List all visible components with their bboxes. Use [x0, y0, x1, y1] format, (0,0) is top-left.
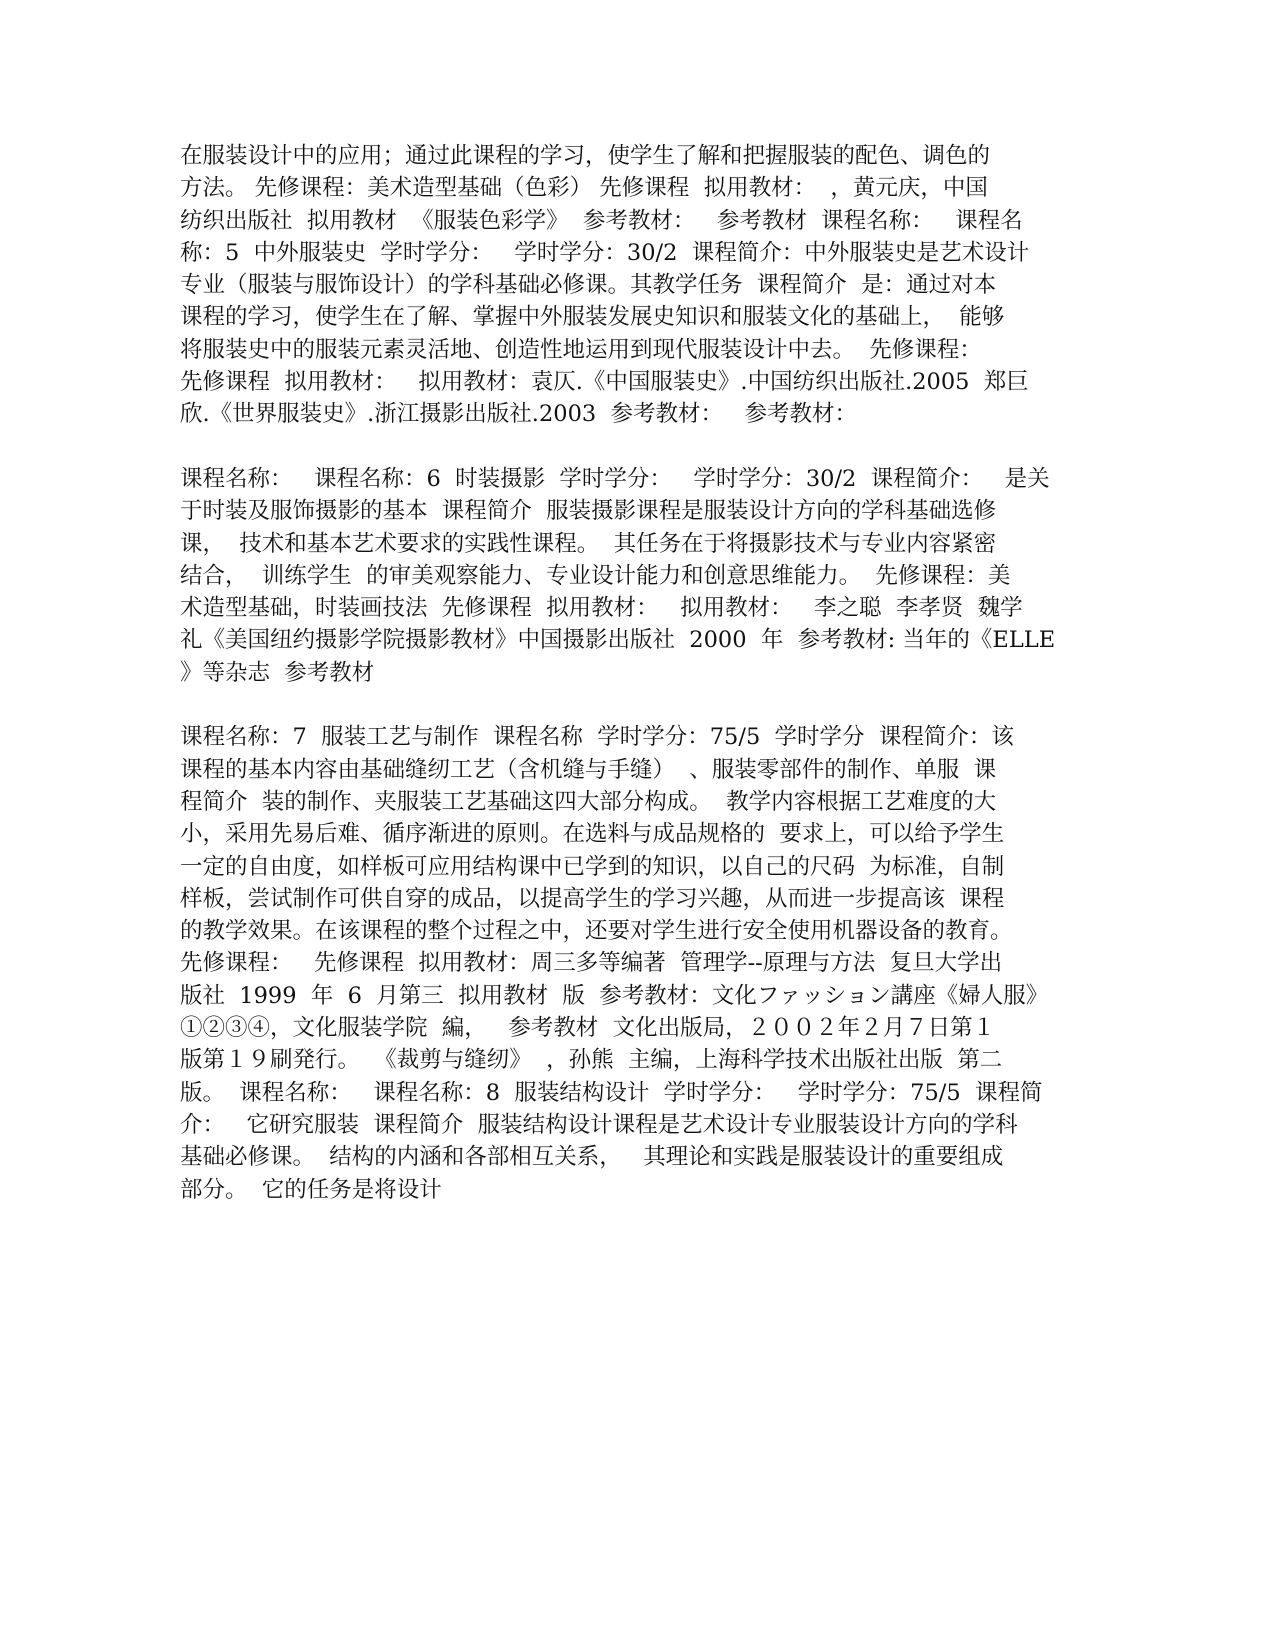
text-line: 结合， 训练学生 的审美观察能力、专业设计能力和创意思维能力。 先修课程：美	[180, 562, 1011, 589]
text-line: 版。 课程名称： 课程名称：8 服装结构设计 学时学分： 学时学分：75/5 课程简	[180, 1079, 1043, 1106]
text-line: 术造型基础，时装画技法 先修课程 拟用教材： 拟用教材： 李之聪 李孝贤 魏学	[180, 595, 1023, 622]
text-line: 的教学效果。在该课程的整个过程之中，还要对学生进行安全使用机器设备的教育。	[180, 918, 1013, 945]
text-line: 课程名称：7 服装工艺与制作 课程名称 学时学分：75/5 学时学分 课程简介：该	[180, 724, 1014, 751]
text-line: 欣.《世界服装史》.浙江摄影出版社.2003 参考教材： 参考教材：	[180, 401, 857, 428]
text-line: 方法。 先修课程：美术造型基础（色彩） 先修课程 拟用教材： ，黄元庆，中国	[180, 175, 988, 202]
text-line: 称：5 中外服装史 学时学分： 学时学分：30/2 课程简介：中外服装史是艺术设计	[180, 239, 1030, 266]
text-line: 基础必修课。 结构的内涵和各部相互关系， 其理论和实践是服装设计的重要组成	[180, 1144, 1004, 1171]
paragraph-spacer	[180, 689, 1050, 721]
text-line: 版第１９刷発行。 《裁剪与缝纫》 ，孙熊 主编，上海科学技术出版社出版 第二	[180, 1047, 1003, 1074]
text-line: 》等杂志 参考教材	[180, 659, 375, 686]
text-line: 介： 它研究服装 课程简介 服装结构设计课程是艺术设计专业服装设计方向的学科	[180, 1111, 1018, 1138]
text-line: 部分。 它的任务是将设计	[180, 1176, 442, 1203]
text-line: 礼《美国纽约摄影学院摄影教材》中国摄影出版社 2000 年 参考教材: 当年的《ELLE	[180, 627, 1056, 654]
text-line: 程简介 装的制作、夹服装工艺基础这四大部分构成。 教学内容根据工艺难度的大	[180, 788, 997, 815]
text-line: 课程的学习，使学生在了解、掌握中外服装发展史知识和服装文化的基础上， 能够	[180, 304, 1005, 331]
text-line: 先修课程： 先修课程 拟用教材：周三多等编著 管理学--原理与方法 复旦大学出	[180, 950, 1003, 977]
paragraph-spacer	[180, 431, 1050, 463]
text-line: 将服装史中的服装元素灵活地、创造性地运用到现代服装设计中去。 先修课程：	[180, 336, 982, 363]
text-line: 于时装及服饰摄影的基本 课程简介 服装摄影课程是服装设计方向的学科基础选修	[180, 498, 997, 525]
text-line: 小，采用先易后难、循序渐进的原则。在选料与成品规格的 要求上，可以给予学生	[180, 821, 1005, 848]
paragraph-course-7-8	[180, 721, 1050, 1205]
text-line: 版社 1999 年 6 月第三 拟用教材 版 参考教材：文化ファッション講座《婦人服》	[180, 982, 1049, 1009]
text-line: 课程名称： 课程名称：6 时装摄影 学时学分： 学时学分：30/2 课程简介： 是关	[180, 465, 1050, 492]
text-line: 纺织出版社 拟用教材 《服装色彩学》 参考教材： 参考教材 课程名称： 课程名	[180, 207, 1023, 234]
text-line: 先修课程 拟用教材： 拟用教材：袁仄.《中国服装史》.中国纺织出版社.2005 郑巨	[180, 369, 1029, 396]
text-line: 课， 技术和基本艺术要求的实践性课程。 其任务在于将摄影技术与专业内容紧密	[180, 530, 997, 557]
document-page	[180, 140, 1056, 1206]
text-line: 样板，尝试制作可供自穿的成品，以提高学生的学习兴趣，从而进一步提高该 课程	[180, 885, 1005, 912]
text-line: 课程的基本内容由基础缝纫工艺（含机缝与手缝） 、服装零部件的制作、单服 课	[180, 756, 997, 783]
text-line: 一定的自由度，如样板可应用结构课中已学到的知识，以自己的尺码 为标准，自制	[180, 853, 1005, 880]
text-line: ①②③④，文化服装学院 編， 参考教材 文化出版局，２００２年２月７日第１	[180, 1015, 996, 1042]
text-line: 在服装设计中的应用；通过此课程的学习，使学生了解和把握服装的配色、调色的	[180, 143, 991, 169]
paragraph-course-5	[180, 140, 1050, 431]
text-line: 专业（服装与服饰设计）的学科基础必修课。其教学任务 课程简介 是：通过对本	[180, 272, 997, 299]
paragraph-course-6	[180, 463, 1056, 689]
